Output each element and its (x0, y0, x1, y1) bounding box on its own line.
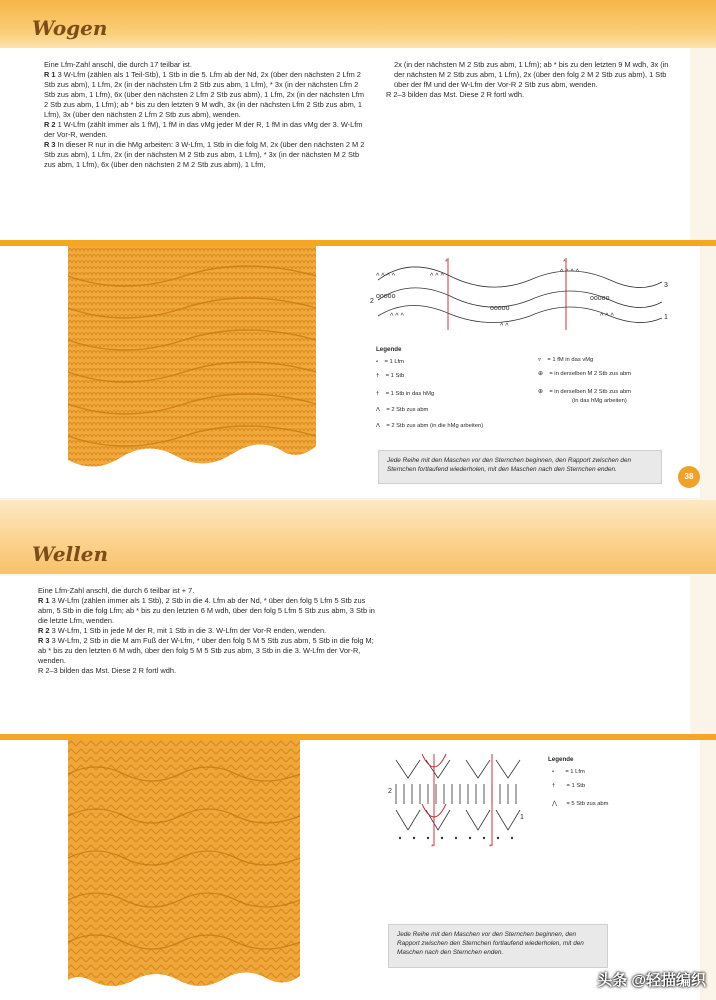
cluster-back-icon: ⊕ (538, 389, 543, 395)
row-text: 1 W-Lfm (zählt immer als 1 fM), 1 fM in das vMg jeder M der R, 1 fM in das vMg der 3. W-Lfm der Vor-R, wenden. (44, 120, 363, 139)
row-label: R 1 (38, 596, 50, 605)
svg-text:*: * (431, 844, 434, 850)
legend-text: = in derselben M 2 Stb zus abm (549, 371, 631, 377)
row-text: 3 W-Lfm (zählen als 1 Teil-Stb), 1 Stb in die 5. Lfm ab der Nd, 2x (über den nächsten 2 Lfm 2 Stb zus abm), 1 Lfm, 2x (in der nächsten Lfm 2 Stb zus abm, 1 Lfm), * 3x (in der nächsten Lfm 2 Stb zus abm, 1 Lfm), 6x (über den nächsten 2 Lfm 2 Stb zus abm), 1 Lfm, 2x (in der nächsten Lfm 2 Stb zus abm, 1 Lfm); ab * bis zu den letzten 9 M wdh, 3x (in der nächsten Lfm 2 Stb zus abm, 1 Lfm), 3x (über den nächsten 2 Lfm 2 Stb zus abm), wenden. (44, 70, 365, 119)
row-number: 1 (520, 814, 524, 821)
legend-text: = 5 Stb zus abm (566, 801, 609, 807)
legend-text: = 1 Lfm (384, 359, 404, 365)
stitch-back-loop-icon: † (376, 391, 380, 397)
chain-icon: • (376, 359, 379, 365)
svg-text:*: * (445, 259, 448, 266)
row-number: 1 (664, 314, 668, 321)
note-box-wogen: Jede Reihe mit den Maschen vor den Sternchen beginnen, den Rapport zwischen den Sternchen fortlaufend wiederholen, mit den Maschen nach den Sternchen enden. (378, 450, 662, 484)
legend-wogen (376, 346, 686, 436)
legend-wellen (548, 756, 678, 816)
svg-text:ooooo: ooooo (590, 295, 610, 302)
legend-item (376, 390, 434, 398)
row-number: 3 (664, 282, 668, 289)
legend-text: = 1 Lfm (565, 769, 585, 775)
legend-text: = in derselben M 2 Stb zus abm (549, 389, 631, 395)
sc-front-loop-icon: ▿ (538, 357, 541, 363)
stitch-icon: † (376, 373, 380, 379)
legend-text: = 2 Stb zus abm (386, 407, 429, 413)
svg-text:^ ^ ^: ^ ^ ^ (600, 313, 614, 320)
legend-text: (in das hMg arbeiten) (572, 398, 627, 404)
row-instruction (44, 70, 366, 120)
chain-icon: • (552, 769, 555, 775)
legend-title: Legende (376, 346, 402, 353)
legend-item (538, 388, 631, 396)
row-instruction (44, 120, 366, 140)
row-instruction (38, 636, 380, 666)
stitch-chart-wellen (390, 750, 526, 850)
row-label: R 3 (38, 636, 50, 645)
stitch-icon: † (552, 783, 556, 789)
legend-item (538, 370, 631, 378)
intro-text: Eine Lfm-Zahl anschl, die durch 17 teilbar ist. (44, 60, 192, 69)
intro-text: Eine Lfm-Zahl anschl, die durch 6 teilbar ist + 7. (38, 586, 195, 595)
two-together-back-icon: Λ (376, 423, 380, 429)
row-number: 2 (388, 788, 392, 795)
yarn-swatch-wogen (64, 246, 320, 482)
row-instruction (38, 626, 380, 636)
cluster-icon: ⊕ (538, 371, 543, 377)
svg-text:ooooo: ooooo (376, 293, 396, 300)
legend-item (376, 372, 404, 380)
watermark: 头条 @轻描编织 (597, 972, 706, 989)
legend-text: = 2 Stb zus abm (in die hMg arbeiten) (386, 423, 484, 429)
yarn-swatch-wellen (66, 740, 302, 994)
legend-text: = 1 Stb in das hMg (385, 391, 435, 397)
row-text: In dieser R nur in die hMg arbeiten: 3 W-Lfm, 1 Stb in die folg M, 2x (über den nächsten 2 M 2 Stb zus abm), 1 Lfm, 2x (in der nächsten M 2 Stb zus abm, 1 Lfm), * 3x (in der nächsten M 2 Stb zus abm, 1 Lfm), 6x (über den nächsten 2 M 2 Stb zus abm), 1 Lfm, (44, 140, 365, 169)
row-number: 2 (370, 298, 374, 305)
legend-item (538, 356, 593, 364)
section-title-wogen: Wogen (32, 16, 108, 40)
row-label: R 3 (44, 140, 56, 149)
row-text: 3 W-Lfm, 2 Stb in die M am Fuß der W-Lfm, * über den folg 5 M 5 Stb zus abm, 5 Stb in die folg M; ab * bis zu den letzten 6 M wdh, über den folg 5 M 5 Stb zus abm, 3 Stb in die 3. W-Lfm der Vor-R, wenden. (38, 636, 374, 665)
legend-text: = 1 Stb (385, 373, 405, 379)
legend-item (552, 768, 585, 776)
page-number: 38 (678, 466, 700, 488)
legend-text: = 1 Stb (566, 783, 586, 789)
five-together-icon: ⋀ (552, 801, 557, 807)
svg-text:*: * (563, 259, 566, 266)
instructions-col2-wogen (386, 60, 670, 100)
swatch-graphic (66, 740, 302, 994)
row-label: R 2 (44, 120, 56, 129)
instructions-wellen (38, 586, 380, 676)
two-together-icon: Λ (376, 407, 380, 413)
row-text: 2x (in der nächsten M 2 Stb zus abm, 1 Lfm); ab * bis zu den letzten 9 M wdh, 3x (in der nächsten M 2 Stb zus abm, 1 Lfm), 2x (über den folg 2 M 2 Stb zus abm), 1 Stb über der fM und der W-Lfm der Vor-R 2 Stb zus abm, wenden. (394, 60, 669, 89)
row-label: R 1 (44, 70, 56, 79)
svg-text:^ ^ ^ ^: ^ ^ ^ ^ (376, 273, 395, 280)
svg-text:*: * (489, 844, 492, 850)
legend-item (552, 800, 609, 808)
stitch-chart-wogen (370, 256, 670, 332)
legend-title: Legende (548, 756, 574, 763)
row-text: 3 W-Lfm (zählen immer als 1 Stb), 2 Stb in die 4. Lfm ab der Nd, * über den folg 5 Lfm 5 Stb zus abm, 5 Stb in die folg Lfm; ab * bis zu den letzten 6 M wdh, über den folg 5 Lfm 5 Stb zus abm, 3 Stb in die letzte Lfm, wenden. (38, 596, 375, 625)
svg-text:^ ^ ^: ^ ^ ^ (430, 273, 444, 280)
repeat-text: R 2–3 bilden das Mst. Diese 2 R fortl wdh. (38, 666, 177, 675)
svg-text:ooooo: ooooo (490, 305, 510, 312)
legend-item (376, 406, 428, 414)
legend-item (376, 358, 404, 366)
svg-text:^ ^: ^ ^ (500, 323, 509, 330)
note-box-wellen: Jede Reihe mit den Maschen vor den Sternchen beginnen, den Rapport zwischen den Sternchen fortlaufend wiederholen, mit den Maschen nach den Sternchen enden. (388, 924, 608, 968)
svg-text:^ ^ ^ ^: ^ ^ ^ ^ (560, 269, 579, 276)
legend-item (376, 422, 483, 430)
section-title-wellen: Wellen (32, 542, 109, 566)
row-instruction (38, 596, 380, 626)
swatch-graphic (64, 246, 320, 482)
legend-item (552, 782, 585, 790)
row-label: R 2 (38, 626, 50, 635)
svg-text:^ ^ ^: ^ ^ ^ (390, 313, 404, 320)
row-instruction (44, 140, 366, 170)
repeat-text: R 2–3 bilden das Mst. Diese 2 R fortl wdh. (386, 90, 525, 99)
row-text: 3 W-Lfm, 1 Stb in jede M der R, mit 1 Stb in die 3. W-Lfm der Vor-R enden, wenden. (51, 626, 327, 635)
legend-text: = 1 fM in das vMg (547, 357, 594, 363)
instructions-col1-wogen (44, 60, 366, 170)
legend-item (572, 397, 627, 405)
